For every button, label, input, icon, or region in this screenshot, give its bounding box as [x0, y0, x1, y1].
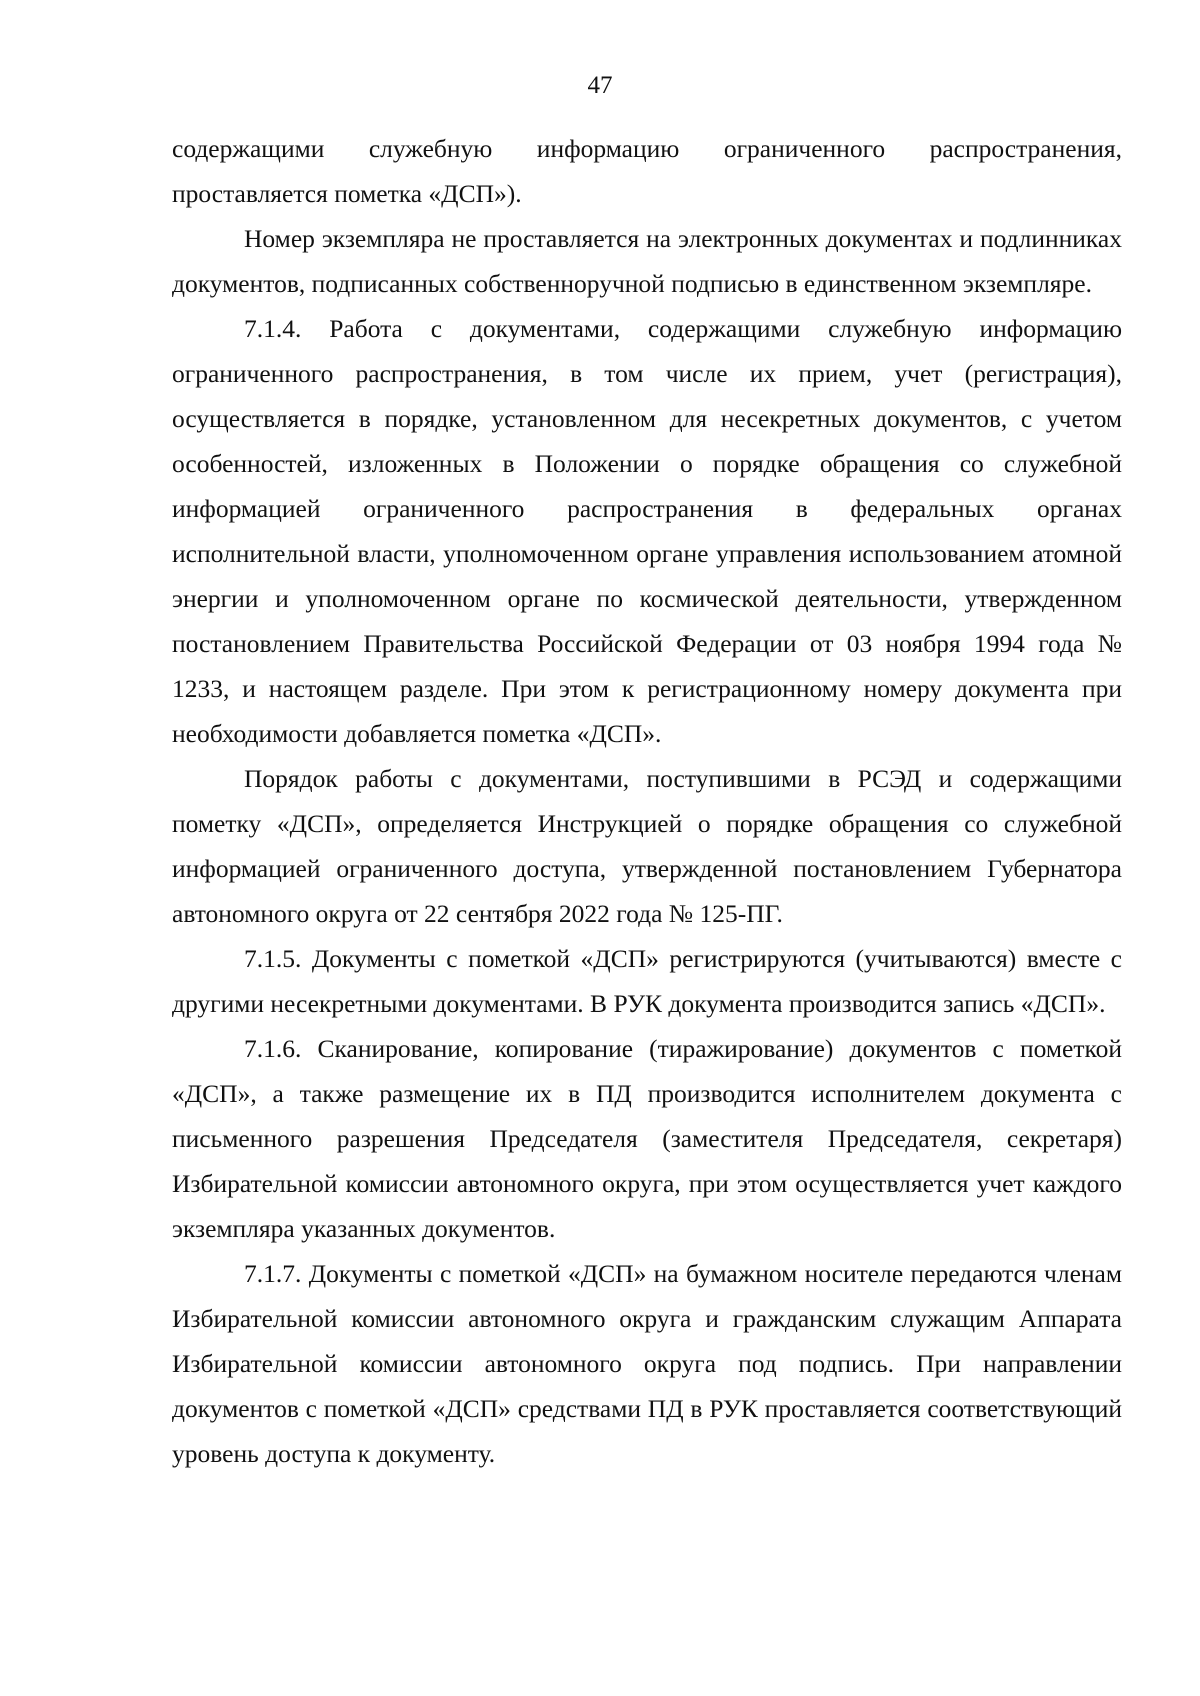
page-number: 47	[587, 72, 613, 99]
paragraph-continuation: содержащими служебную информацию ограниченного распространения, проставляется пометка «ДСП»).	[172, 134, 1122, 208]
paragraph-7-1-4: 7.1.4. Работа с документами, содержащими служебную информацию ограниченного распространения, в том числе их прием, учет (регистрация), осуществляется в порядке, установленном для несекретных документов, с учетом особенностей, изложенных в Положении о порядке обращения со служебной информацией ограниченного распространения в федеральных органах исполнительной власти, уполномоченном органе управления использованием атомной энергии и уполномоченном органе по космической деятельности, утвержденном постановлением Правительства Российской Федерации от 03 ноября 1994 года № 1233, и настоящем разделе. При этом к регистрационному номеру документа при необходимости добавляется пометка «ДСП».	[172, 314, 1122, 748]
paragraph-7-1-7: 7.1.7. Документы с пометкой «ДСП» на бумажном носителе передаются членам Избирательной комиссии автономного округа и гражданским служащим Аппарата Избирательной комиссии автономного округа под подпись. При направлении документов с пометкой «ДСП» средствами ПД в РУК проставляется соответствующий уровень доступа к документу.	[172, 1259, 1122, 1468]
document-body	[172, 126, 1122, 1476]
paragraph-rsed-procedure: Порядок работы с документами, поступившими в РСЭД и содержащими пометку «ДСП», определяется Инструкцией о порядке обращения со служебной информацией ограниченного доступа, утвержденной постановлением Губернатора автономного округа от 22 сентября 2022 года № 125-ПГ.	[172, 764, 1122, 928]
paragraph-7-1-5: 7.1.5. Документы с пометкой «ДСП» регистрируются (учитываются) вместе с другими несекретными документами. В РУК документа производится запись «ДСП».	[172, 944, 1122, 1018]
paragraph-copy-number: Номер экземпляра не проставляется на электронных документах и подлинниках документов, подписанных собственноручной подписью в единственном экземпляре.	[172, 224, 1122, 298]
paragraph-7-1-6: 7.1.6. Сканирование, копирование (тиражирование) документов с пометкой «ДСП», а также размещение их в ПД производится исполнителем документа с письменного разрешения Председателя (заместителя Председателя, секретаря) Избирательной комиссии автономного округа, при этом осуществляется учет каждого экземпляра указанных документов.	[172, 1034, 1122, 1243]
